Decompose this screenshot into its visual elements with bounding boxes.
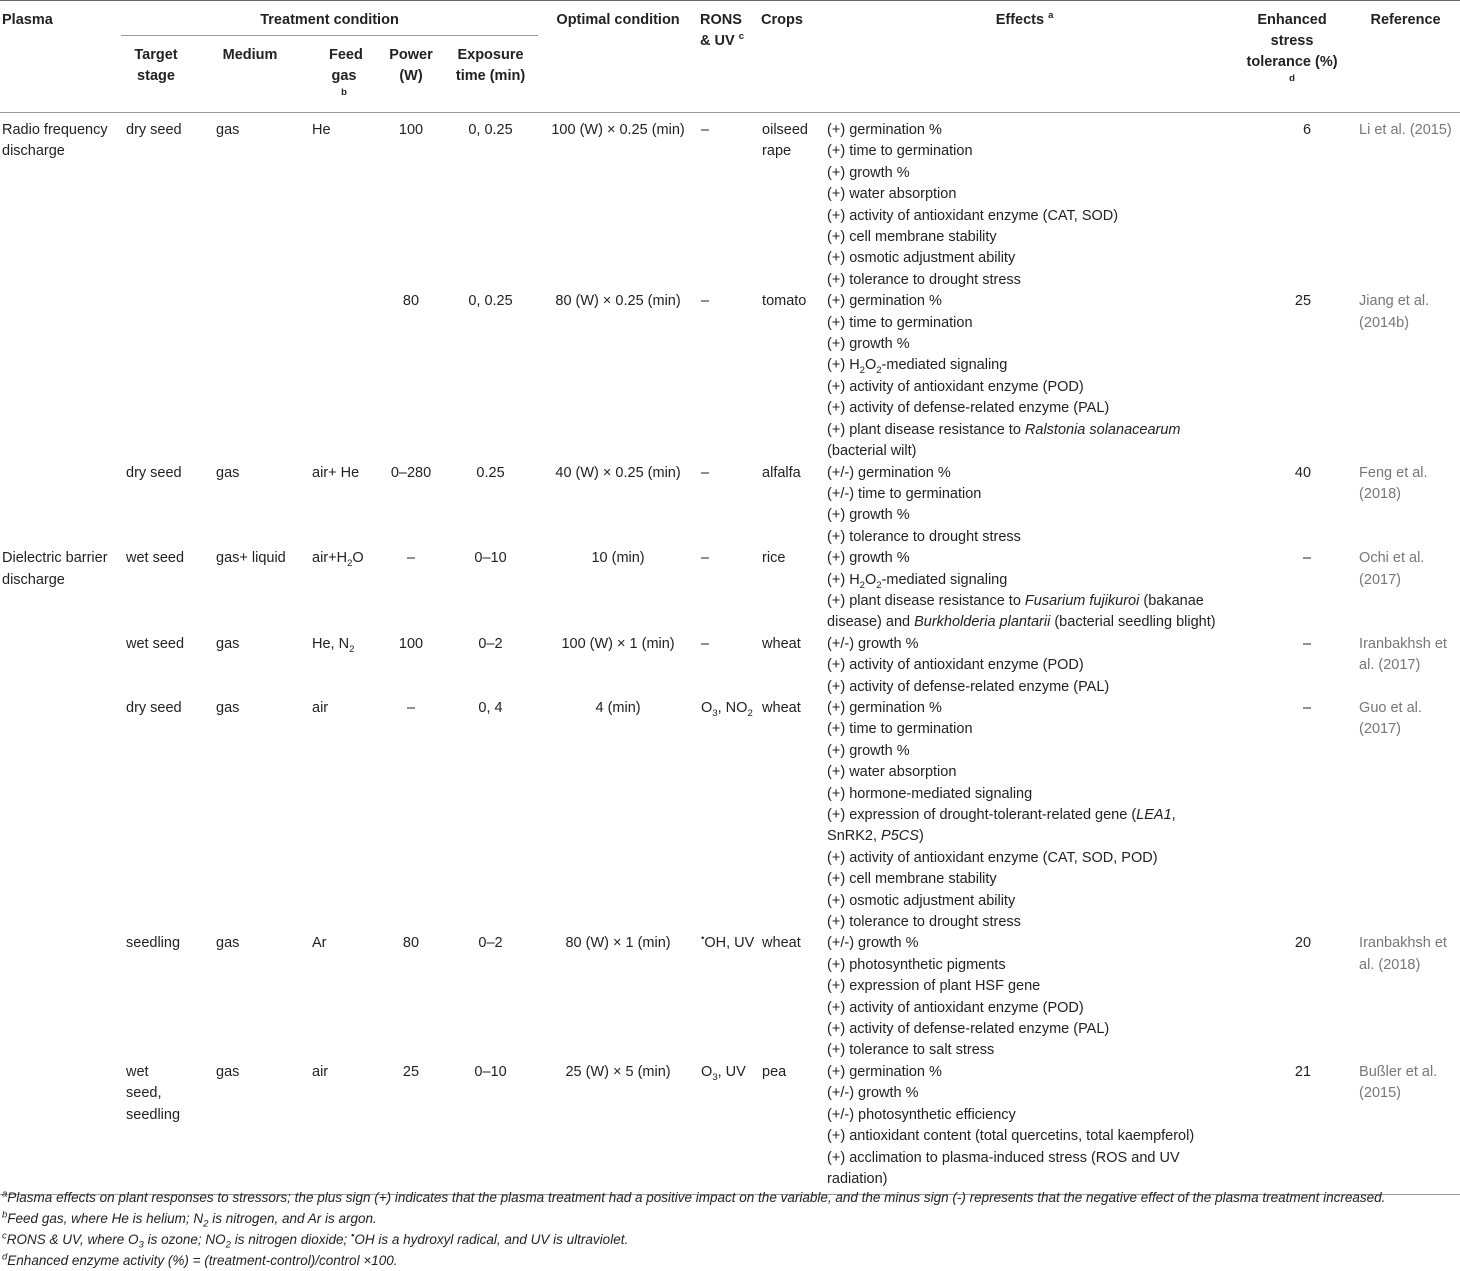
effect-item: (+) time to germination <box>827 143 973 160</box>
effect-item: (+) activity of defense-related enzyme (PAL) <box>827 1021 1110 1038</box>
power-cell: 25 <box>379 1062 443 1195</box>
enhanced-tolerance-cell: 6 <box>1302 122 1312 138</box>
header-enhanced-tolerance <box>1225 1 1351 113</box>
target-stage-cell: dry seed <box>126 122 182 138</box>
effect-item: (+) expression of drought-tolerant-related gene (LEA1, SnRK2, P5CS) <box>827 807 1176 845</box>
plasma-cell <box>0 698 121 933</box>
rons-uv-cell: – <box>701 464 710 481</box>
header-rons-uv-label: RONS & UV <box>700 12 742 49</box>
effect-item: (+) water absorption <box>827 186 957 203</box>
target-stage-cell: wet seed, seedling <box>121 1062 191 1195</box>
header-plasma: Plasma <box>0 1 121 113</box>
header-feed-gas-label: Feed gas <box>329 47 363 84</box>
header-treatment-condition: Treatment condition <box>121 1 538 36</box>
effect-item: (+) expression of plant HSF gene <box>827 978 1041 995</box>
effect-item: (+) $H_2O_2$-mediated signaling <box>827 571 1008 591</box>
header-rons-sup: c <box>738 31 745 43</box>
effect-item: (+/-) germination % <box>827 464 951 481</box>
exposure-time-cell: 0.25 <box>476 464 505 481</box>
table-row <box>0 933 1460 1061</box>
optimal-condition-cell: 80 (W) × 0.25 (min) <box>555 293 681 310</box>
feed-gas-cell: air+ He <box>312 464 360 481</box>
medium-cell: gas <box>216 635 240 652</box>
plasma-cell: Radio frequency discharge <box>2 122 108 160</box>
feed-gas-cell: $air+H_2O$ <box>312 550 364 570</box>
medium-cell: gas <box>191 1062 309 1195</box>
effect-item: (+) growth % <box>827 550 910 567</box>
effects-cell <box>824 698 1225 933</box>
effects-cell <box>824 113 1225 292</box>
crops-cell: alfalfa <box>762 464 801 481</box>
table-row <box>0 634 1460 698</box>
footnote-c <box>2 1229 1458 1250</box>
effect-item: (+) germination % <box>827 699 942 716</box>
header-effects-label: Effects <box>995 12 1045 28</box>
enhanced-tolerance-cell: 25 <box>1294 293 1312 310</box>
exposure-time-cell: 0–10 <box>474 550 507 567</box>
effect-item: (+) growth % <box>827 742 910 759</box>
effects-cell <box>824 463 1225 549</box>
plasma-cell <box>0 1062 121 1195</box>
feed-gas-cell: air <box>312 699 329 716</box>
enhanced-tolerance-cell: – <box>1302 635 1312 652</box>
rons-uv-cell: $O_3$, $NO_2$ <box>701 699 753 719</box>
plasma-cell: Dielectric barrier discharge <box>2 550 108 588</box>
effect-item: (+) germination % <box>827 122 942 138</box>
reference-cell: Bußler et al. (2015) <box>1351 1062 1460 1195</box>
crops-cell: wheat <box>762 935 801 952</box>
effect-item: (+) tolerance to drought stress <box>827 271 1021 288</box>
effect-item: (+/-) growth % <box>827 1085 919 1102</box>
reference-cell: Jiang et al. (2014b) <box>1359 293 1430 331</box>
power-cell: 80 <box>402 935 420 952</box>
optimal-condition-cell: 10 (min) <box>591 550 645 567</box>
header-optimal-condition: Optimal condition <box>538 1 698 113</box>
effects-cell <box>824 933 1225 1061</box>
effect-item: (+) antioxidant content (total quercetins, total kaempferol) <box>827 1128 1195 1145</box>
exposure-time-cell: 0, 0.25 <box>468 122 513 138</box>
effect-item: (+) growth % <box>827 507 910 524</box>
footnote-d-marker: d <box>2 1251 8 1263</box>
header-tolerance-sup: d <box>1289 73 1295 85</box>
footnote-b-marker: b <box>2 1209 8 1221</box>
table-header <box>0 1 1460 113</box>
enhanced-tolerance-cell: 21 <box>1225 1062 1351 1195</box>
table-footnotes <box>2 1187 1458 1271</box>
effect-item: (+) hormone-mediated signaling <box>827 785 1033 802</box>
medium-cell: gas <box>216 122 240 138</box>
footnote-d <box>2 1250 1458 1271</box>
effect-item: (+) cell membrane stability <box>827 229 997 246</box>
effect-item: (+) plant disease resistance to Ralstonia solanacearum (bacterial wilt) <box>827 421 1181 460</box>
optimal-condition-cell: 25 (W) × 5 (min) <box>538 1062 698 1195</box>
optimal-condition-cell: 4 (min) <box>595 699 641 716</box>
reference-cell: Guo et al. (2017) <box>1359 699 1422 738</box>
effect-item: (+) activity of antioxidant enzyme (CAT, SOD, POD) <box>827 849 1158 866</box>
target-stage-cell: dry seed <box>126 699 182 716</box>
crops-cell: pea <box>759 1062 824 1195</box>
power-cell: 100 <box>398 122 424 138</box>
header-reference: Reference <box>1351 1 1460 113</box>
table-row <box>0 291 1460 462</box>
effect-item: (+) $H_2O_2$-mediated signaling <box>827 357 1008 377</box>
plasma-cell <box>0 933 121 1061</box>
medium-cell: gas+ liquid <box>216 550 286 567</box>
feed-gas-cell: Ar <box>312 935 327 952</box>
crops-cell: wheat <box>762 699 801 716</box>
header-target-stage: Target stage <box>121 36 191 113</box>
effect-item: (+) cell membrane stability <box>827 871 997 888</box>
exposure-time-cell: 0, 4 <box>478 699 503 716</box>
effect-item: (+) germination % <box>827 293 942 310</box>
effects-cell <box>824 1062 1225 1195</box>
effect-item: (+) germination % <box>827 1063 942 1080</box>
optimal-condition-cell: 80 (W) × 1 (min) <box>565 935 671 952</box>
medium-cell: gas <box>216 935 240 952</box>
effect-item: (+) tolerance to salt stress <box>827 1042 995 1059</box>
table-row <box>0 548 1460 634</box>
power-cell: 0–280 <box>390 464 432 481</box>
effect-item: (+/-) growth % <box>827 635 919 652</box>
header-feed-gas <box>309 36 379 113</box>
header-rons-uv <box>698 1 759 113</box>
crops-cell: tomato <box>762 293 807 310</box>
medium-cell <box>191 291 309 462</box>
rons-uv-cell: – <box>701 293 710 310</box>
plasma-cell <box>0 634 121 698</box>
effect-item: (+) tolerance to drought stress <box>827 914 1021 931</box>
effect-item: (+) activity of antioxidant enzyme (POD) <box>827 378 1084 395</box>
rons-uv-cell: – <box>701 122 710 138</box>
exposure-time-cell: 0–10 <box>443 1062 538 1195</box>
exposure-time-cell: 0, 0.25 <box>468 293 513 310</box>
power-cell: – <box>406 550 416 567</box>
enhanced-tolerance-cell: – <box>1302 550 1312 567</box>
footnote-a <box>2 1187 1458 1208</box>
crops-cell: wheat <box>762 635 801 652</box>
power-cell: 80 <box>402 293 420 310</box>
reference-cell: Feng et al. (2018) <box>1359 464 1428 502</box>
reference-cell: Ochi et al. (2017) <box>1359 550 1425 588</box>
reference-cell: Li et al. (2015) <box>1359 122 1452 138</box>
enhanced-tolerance-cell: – <box>1302 699 1312 716</box>
rons-uv-cell: – <box>701 635 710 652</box>
header-effects <box>824 1 1225 113</box>
crops-cell: oilseed rape <box>762 122 808 160</box>
optimal-condition-cell: 100 (W) × 1 (min) <box>561 635 675 652</box>
effect-item: (+/-) growth % <box>827 935 919 952</box>
table-row <box>0 1062 1460 1195</box>
header-feed-gas-sup: b <box>341 87 347 99</box>
target-stage-cell <box>121 291 191 462</box>
target-stage-cell: seedling <box>126 935 181 952</box>
table-body <box>0 113 1460 1195</box>
enhanced-tolerance-cell: 20 <box>1294 935 1312 952</box>
header-crops: Crops <box>759 1 824 113</box>
plasma-cell <box>0 463 121 549</box>
effect-item: (+) activity of antioxidant enzyme (POD) <box>827 999 1084 1016</box>
effect-item: (+/-) photosynthetic efficiency <box>827 1106 1016 1123</box>
table-row <box>0 463 1460 549</box>
effect-item: (+) acclimation to plasma-induced stress (ROS and UV radiation) <box>827 1149 1180 1187</box>
footnote-c-text: RONS & UV, where $O_3$ is ozone; $NO_2$ is nitrogen dioxide; •OH is a hydroxyl radical, and UV is ultraviolet. <box>6 1230 629 1251</box>
exposure-time-cell: 0–2 <box>478 935 503 952</box>
rons-uv-cell: •OH, UV <box>701 933 755 952</box>
footnote-a-marker: a <box>2 1188 8 1200</box>
footnote-a-text: Plasma effects on plant responses to stressors; the plus sign (+) indicates that the plasma treatment had a positive impact on the variable, and the minus sign (-) represents that the negative effect of the plasma treatment increased. <box>7 1190 1386 1205</box>
effect-item: (+) time to germination <box>827 721 973 738</box>
effect-item: (+) tolerance to drought stress <box>827 528 1021 545</box>
plasma-cell <box>0 291 121 462</box>
effects-cell <box>824 291 1225 462</box>
header-exposure-time: Exposure time (min) <box>443 36 538 113</box>
effects-cell <box>824 634 1225 698</box>
rons-uv-cell: – <box>701 550 710 567</box>
medium-cell: gas <box>216 699 240 716</box>
header-power: Power (W) <box>379 36 443 113</box>
footnote-d-text: Enhanced enzyme activity (%) = (treatment-control)/control ×100. <box>7 1253 398 1268</box>
footnote-b <box>2 1208 1458 1229</box>
exposure-time-cell: 0–2 <box>478 635 503 652</box>
effect-item: (+) growth % <box>827 336 910 353</box>
header-effects-sup: a <box>1048 10 1054 22</box>
target-stage-cell: dry seed <box>126 464 182 481</box>
effect-item: (+) growth % <box>827 164 910 181</box>
power-cell: – <box>406 699 416 716</box>
target-stage-cell: wet seed <box>126 635 185 652</box>
footnote-c-marker: c <box>2 1230 7 1242</box>
effect-item: (+) plant disease resistance to Fusarium fujikuroi (bakanae disease) and Burkholderia plantarii (bacterial seedling blight) <box>827 592 1216 631</box>
optimal-condition-cell: 100 (W) × 0.25 (min) <box>551 122 685 138</box>
footnote-b-text: Feed gas, where He is helium; $N_2$ is nitrogen, and Ar is argon. <box>7 1211 377 1230</box>
table-row <box>0 113 1460 292</box>
effect-item: (+) water absorption <box>827 764 957 781</box>
effect-item: (+) activity of antioxidant enzyme (CAT, SOD) <box>827 207 1119 224</box>
feed-gas-cell: He <box>312 122 331 138</box>
enhanced-tolerance-cell: 40 <box>1294 464 1312 481</box>
effect-item: (+) photosynthetic pigments <box>827 956 1006 973</box>
effect-item: (+) time to germination <box>827 314 973 331</box>
medium-cell: gas <box>216 464 240 481</box>
effect-item: (+) activity of antioxidant enzyme (POD) <box>827 657 1084 674</box>
effect-item: (+/-) time to germination <box>827 485 982 502</box>
header-medium: Medium <box>191 36 309 113</box>
effect-item: (+) activity of defense-related enzyme (PAL) <box>827 400 1110 417</box>
effects-cell <box>824 548 1225 634</box>
crops-cell: rice <box>762 550 786 567</box>
effect-item: (+) activity of defense-related enzyme (PAL) <box>827 678 1110 695</box>
effect-item: (+) osmotic adjustment ability <box>827 250 1016 267</box>
optimal-condition-cell: 40 (W) × 0.25 (min) <box>555 464 681 481</box>
power-cell: 100 <box>398 635 424 652</box>
header-tolerance-label: Enhanced stress tolerance (%) <box>1246 12 1338 70</box>
table-row <box>0 698 1460 933</box>
rons-uv-cell: $O_3$, UV <box>698 1062 759 1195</box>
reference-cell: Iranbakhsh et al. (2017) <box>1359 635 1447 674</box>
target-stage-cell: wet seed <box>126 550 185 567</box>
feed-gas-cell: He, $N_2$ <box>312 635 355 655</box>
feed-gas-cell <box>309 291 379 462</box>
feed-gas-cell: air <box>309 1062 379 1195</box>
reference-cell: Iranbakhsh et al. (2018) <box>1359 935 1447 973</box>
effect-item: (+) osmotic adjustment ability <box>827 892 1016 909</box>
